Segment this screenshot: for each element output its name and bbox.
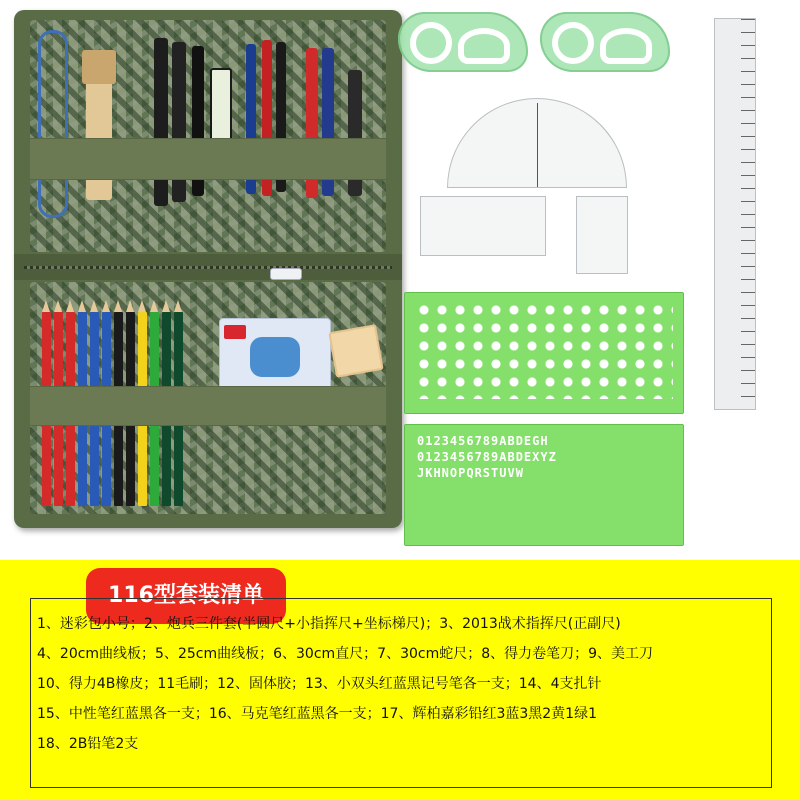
kit-list-section bbox=[0, 560, 800, 800]
command-ruler bbox=[420, 196, 546, 256]
stencil-row-3: JKHNOPQRSTUVW bbox=[417, 466, 524, 480]
camouflage-case bbox=[14, 10, 402, 528]
30cm-straight-ruler bbox=[714, 18, 756, 410]
25cm-curve-ruler bbox=[540, 12, 670, 72]
tactical-stencil-secondary bbox=[404, 424, 684, 546]
case-zipper bbox=[14, 254, 402, 280]
stencil-symbol-holes bbox=[415, 301, 673, 399]
kit-list-line: 15、中性笔红蓝黑各一支；16、马克笔红蓝黑各一支；17、辉柏嘉彩铅红3蓝3黑2黄1绿1 bbox=[37, 706, 597, 722]
kit-list-line: 10、得力4B橡皮；11毛刷；12、固体胶；13、小双头红蓝黑记号笔各一支；14、4支扎针 bbox=[37, 676, 602, 692]
kit-list-title: 116型套装清单 bbox=[86, 568, 286, 624]
kit-list-lines bbox=[37, 609, 653, 759]
sharpener bbox=[250, 337, 300, 377]
stencil-row-2: 0123456789ABDEXYZ bbox=[417, 450, 557, 464]
stencil-row-1: 0123456789ABDEGH bbox=[417, 434, 549, 448]
top-elastic-strap bbox=[30, 138, 386, 180]
20cm-curve-ruler bbox=[398, 12, 528, 72]
kit-list-line: 4、20cm曲线板；5、25cm曲线板；6、30cm直尺；7、30cm蛇尺；8、得力卷笔刀；9、美工刀 bbox=[37, 646, 654, 662]
semicircle-protractor bbox=[447, 98, 627, 188]
coordinate-ladder-ruler bbox=[576, 196, 628, 274]
bottom-elastic-strap bbox=[30, 386, 386, 426]
black-marker bbox=[154, 38, 168, 206]
deli-logo bbox=[224, 325, 246, 339]
blue-cable-tool bbox=[38, 30, 68, 218]
tactical-stencil-main bbox=[404, 292, 684, 414]
pin-tube bbox=[270, 268, 302, 280]
kit-list-line: 18、2B铅笔2支 bbox=[37, 736, 139, 752]
brush-bristles bbox=[82, 50, 116, 84]
kit-list-box bbox=[30, 598, 772, 788]
stencil-lettering bbox=[417, 433, 557, 481]
4b-eraser bbox=[328, 324, 383, 378]
kit-list-line: 1、迷彩包小号；2、炮兵三件套(半圆尺+小指挥尺+坐标梯尺)；3、2013战术指挥尺(正副尺) bbox=[37, 616, 621, 632]
